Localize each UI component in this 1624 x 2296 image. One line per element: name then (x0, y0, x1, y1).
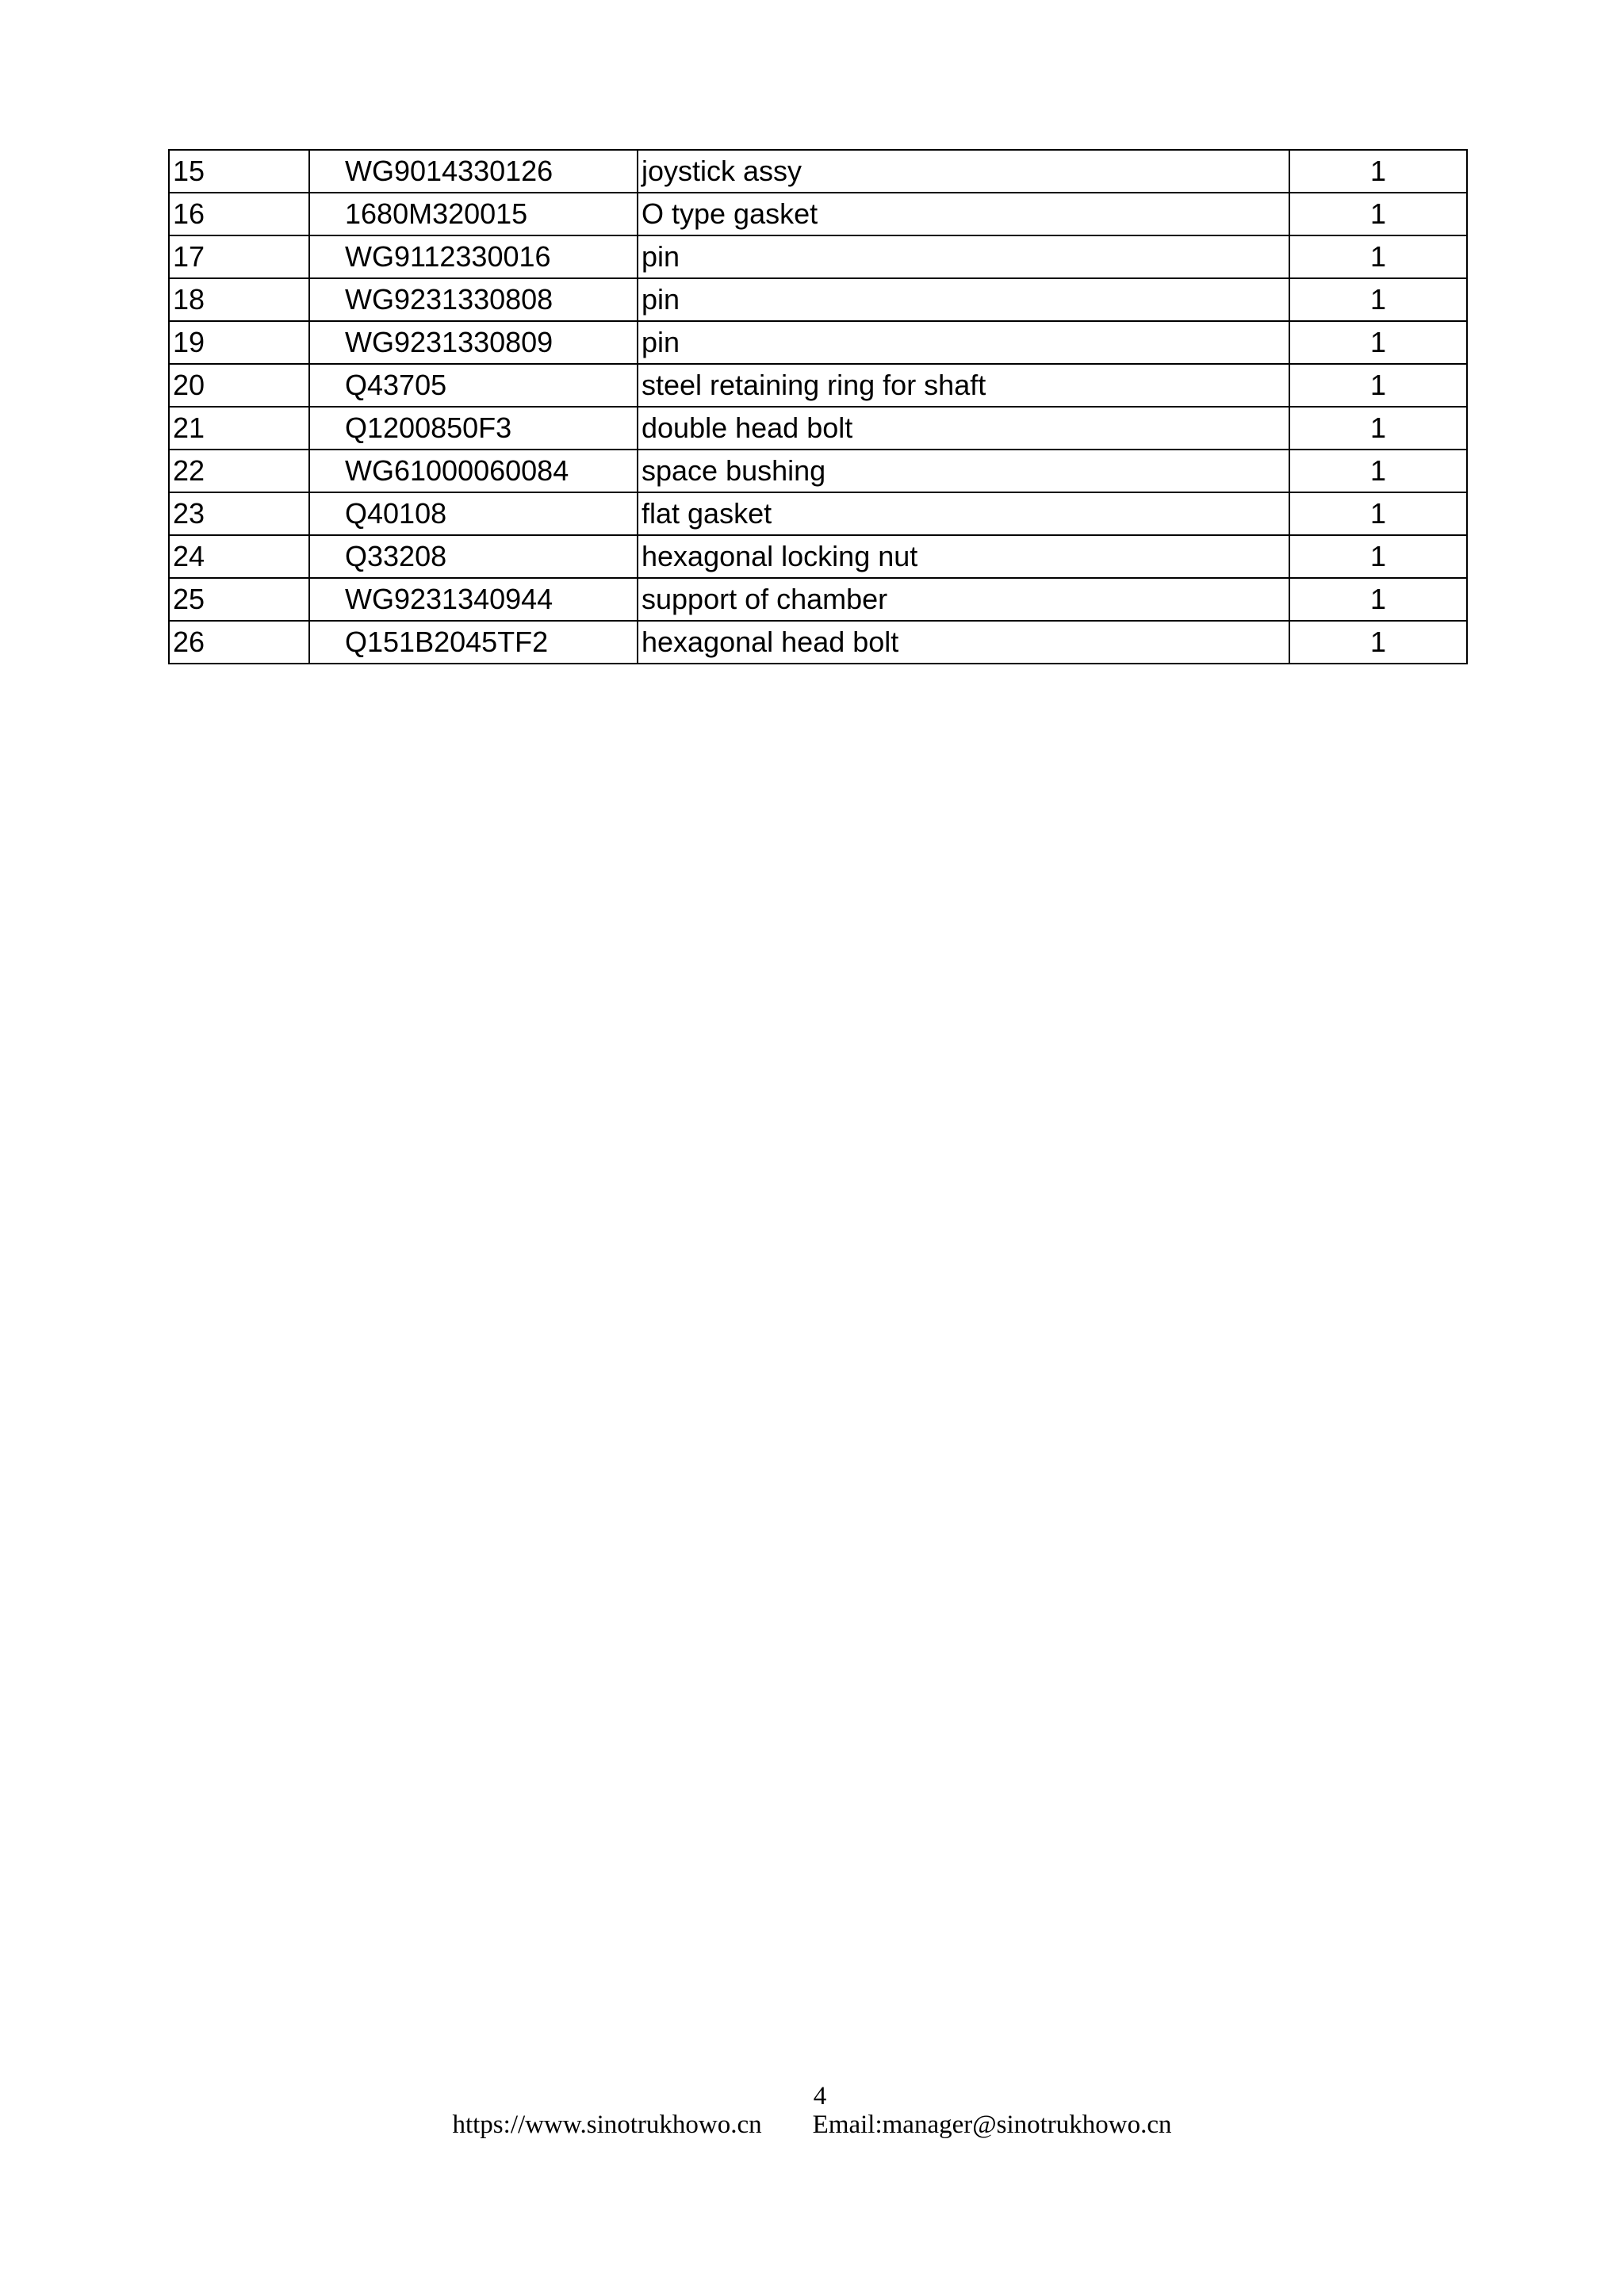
description-cell: support of chamber (638, 578, 1289, 621)
quantity-cell: 1 (1289, 193, 1467, 235)
part-number-cell: WG9112330016 (309, 235, 638, 278)
row-number-cell: 21 (169, 407, 309, 450)
part-number-cell: Q33208 (309, 535, 638, 578)
table-row (169, 492, 1467, 535)
part-number-cell: WG61000060084 (309, 450, 638, 492)
table-row (169, 193, 1467, 235)
row-number-cell: 18 (169, 278, 309, 321)
quantity-cell: 1 (1289, 321, 1467, 364)
description-cell: double head bolt (638, 407, 1289, 450)
table-row (169, 278, 1467, 321)
description-cell: steel retaining ring for shaft (638, 364, 1289, 407)
quantity-cell: 1 (1289, 450, 1467, 492)
description-cell: pin (638, 278, 1289, 321)
quantity-cell: 1 (1289, 407, 1467, 450)
table-row (169, 321, 1467, 364)
part-number-cell: Q151B2045TF2 (309, 621, 638, 664)
table-row (169, 364, 1467, 407)
row-number-cell: 25 (169, 578, 309, 621)
quantity-cell: 1 (1289, 578, 1467, 621)
description-cell: hexagonal head bolt (638, 621, 1289, 664)
part-number-cell: WG9231340944 (309, 578, 638, 621)
footer-email-link[interactable]: Email:manager@sinotrukhowo.cn (812, 2110, 1172, 2139)
row-number-cell: 22 (169, 450, 309, 492)
footer-website-link[interactable]: https://www.sinotrukhowo.cn (452, 2110, 762, 2139)
table-row (169, 150, 1467, 193)
quantity-cell: 1 (1289, 621, 1467, 664)
row-number-cell: 23 (169, 492, 309, 535)
parts-table-body (169, 150, 1467, 664)
part-number-cell: Q1200850F3 (309, 407, 638, 450)
description-cell: space bushing (638, 450, 1289, 492)
table-row (169, 407, 1467, 450)
description-cell: pin (638, 235, 1289, 278)
row-number-cell: 16 (169, 193, 309, 235)
table-row (169, 450, 1467, 492)
quantity-cell: 1 (1289, 278, 1467, 321)
quantity-cell: 1 (1289, 492, 1467, 535)
row-number-cell: 19 (169, 321, 309, 364)
row-number-cell: 26 (169, 621, 309, 664)
part-number-cell: Q43705 (309, 364, 638, 407)
part-number-cell: WG9231330808 (309, 278, 638, 321)
row-number-cell: 20 (169, 364, 309, 407)
row-number-cell: 17 (169, 235, 309, 278)
table-row (169, 535, 1467, 578)
description-cell: pin (638, 321, 1289, 364)
part-number-cell: 1680M320015 (309, 193, 638, 235)
quantity-cell: 1 (1289, 235, 1467, 278)
description-cell: hexagonal locking nut (638, 535, 1289, 578)
quantity-cell: 1 (1289, 535, 1467, 578)
part-number-cell: Q40108 (309, 492, 638, 535)
row-number-cell: 15 (169, 150, 309, 193)
row-number-cell: 24 (169, 535, 309, 578)
table-row (169, 235, 1467, 278)
footer-contact (0, 2110, 1624, 2140)
description-cell: O type gasket (638, 193, 1289, 235)
description-cell: flat gasket (638, 492, 1289, 535)
table-row (169, 578, 1467, 621)
page-number: 4 (813, 2082, 827, 2110)
description-cell: joystick assy (638, 150, 1289, 193)
parts-table (168, 149, 1468, 664)
table-row (169, 621, 1467, 664)
quantity-cell: 1 (1289, 150, 1467, 193)
quantity-cell: 1 (1289, 364, 1467, 407)
part-number-cell: WG9231330809 (309, 321, 638, 364)
part-number-cell: WG9014330126 (309, 150, 638, 193)
